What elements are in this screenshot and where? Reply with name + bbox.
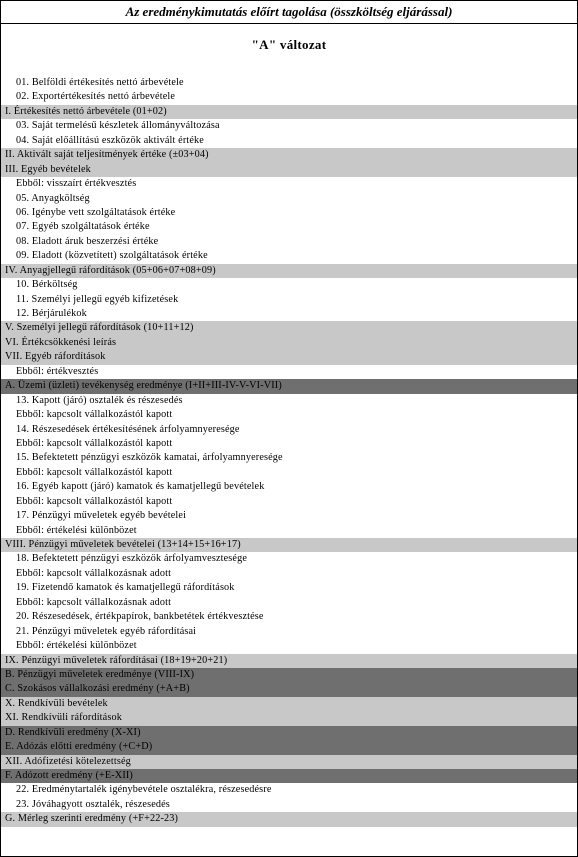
result-row: C. Szokásos vállalkozási eredmény (+A+B) (1, 682, 577, 696)
line-item: 21. Pénzügyi műveletek egyéb ráfordításai (1, 625, 577, 639)
statement-rows (1, 76, 577, 827)
subtotal-row: X. Rendkívüli bevételek (1, 697, 577, 711)
line-item: 01. Belföldi értékesítés nettó árbevétele (1, 76, 577, 90)
subtotal-row: III. Egyéb bevételek (1, 163, 577, 177)
line-item: 22. Eredménytartalék igénybevétele osztalékra, részesedésre (1, 783, 577, 797)
line-item: 08. Eladott áruk beszerzési értéke (1, 235, 577, 249)
subtotal-row: XI. Rendkívüli ráfordítások (1, 711, 577, 725)
line-item: 03. Saját termelésű készletek állományváltozása (1, 119, 577, 133)
line-item: Ebből: kapcsolt vállalkozástól kapott (1, 437, 577, 451)
subtotal-row: VI. Értékcsökkenési leírás (1, 336, 577, 350)
subtotal-row: VII. Egyéb ráfordítások (1, 350, 577, 364)
subtotal-row: IX. Pénzügyi műveletek ráfordításai (18+19+20+21) (1, 654, 577, 668)
subtotal-row: XII. Adófizetési kötelezettség (1, 755, 577, 769)
line-item: Ebből: értékvesztés (1, 365, 577, 379)
line-item: 23. Jóváhagyott osztalék, részesedés (1, 798, 577, 812)
subtotal-row: IV. Anyagjellegű ráfordítások (05+06+07+08+09) (1, 264, 577, 278)
line-item: 05. Anyagköltség (1, 192, 577, 206)
line-item: Ebből: kapcsolt vállalkozástól kapott (1, 408, 577, 422)
subtotal-row: I. Értékesítés nettó árbevétele (01+02) (1, 105, 577, 119)
line-item: 15. Befektetett pénzügyi eszközök kamatai, árfolyamnyeresége (1, 451, 577, 465)
result-row: F. Adózott eredmény (+E-XII) (1, 769, 577, 783)
result-row: A. Üzemi (üzleti) tevékenység eredménye (I+II+III-IV-V-VI-VII) (1, 379, 577, 393)
document-title: Az eredménykimutatás előírt tagolása (összköltség eljárással) (1, 1, 577, 24)
line-item: 07. Egyéb szolgáltatások értéke (1, 220, 577, 234)
line-item: 19. Fizetendő kamatok és kamatjellegű ráfordítások (1, 581, 577, 595)
line-item: 04. Saját előállítású eszközök aktivált értéke (1, 134, 577, 148)
subtotal-row: G. Mérleg szerinti eredmény (+F+22-23) (1, 812, 577, 826)
line-item: 06. Igénybe vett szolgáltatások értéke (1, 206, 577, 220)
line-item: 09. Eladott (közvetített) szolgáltatások értéke (1, 249, 577, 263)
variant-heading: "A" változat (251, 37, 327, 52)
line-item: Ebből: kapcsolt vállalkozástól kapott (1, 495, 577, 509)
line-item: Ebből: értékelési különbözet (1, 524, 577, 538)
line-item: Ebből: kapcsolt vállalkozástól kapott (1, 466, 577, 480)
line-item: 20. Részesedések, értékpapírok, bankbetétek értékvesztése (1, 610, 577, 624)
line-item: 18. Befektetett pénzügyi eszközök árfolyamvesztesége (1, 552, 577, 566)
line-item: Ebből: kapcsolt vállalkozásnak adott (1, 567, 577, 581)
line-item: 10. Bérköltség (1, 278, 577, 292)
line-item: 13. Kapott (járó) osztalék és részesedés (1, 394, 577, 408)
line-item: 11. Személyi jellegű egyéb kifizetések (1, 293, 577, 307)
result-row: E. Adózás előtti eredmény (+C+D) (1, 740, 577, 754)
line-item: Ebből: kapcsolt vállalkozásnak adott (1, 596, 577, 610)
line-item: 12. Bérjárulékok (1, 307, 577, 321)
subtotal-row: II. Aktivált saját teljesítmények értéke (±03+04) (1, 148, 577, 162)
line-item: 02. Exportértékesítés nettó árbevétele (1, 90, 577, 104)
line-item: 14. Részesedések értékesítésének árfolyamnyeresége (1, 423, 577, 437)
result-row: D. Rendkívüli eredmény (X-XI) (1, 726, 577, 740)
line-item: Ebből: értékelési különbözet (1, 639, 577, 653)
subtotal-row: VIII. Pénzügyi műveletek bevételei (13+14+15+16+17) (1, 538, 577, 552)
subtotal-row: V. Személyi jellegű ráfordítások (10+11+12) (1, 321, 577, 335)
result-row: B. Pénzügyi műveletek eredménye (VIII-IX) (1, 668, 577, 682)
line-item: 16. Egyéb kapott (járó) kamatok és kamatjellegű bevételek (1, 480, 577, 494)
line-item: Ebből: visszaírt értékvesztés (1, 177, 577, 191)
line-item: 17. Pénzügyi műveletek egyéb bevételei (1, 509, 577, 523)
